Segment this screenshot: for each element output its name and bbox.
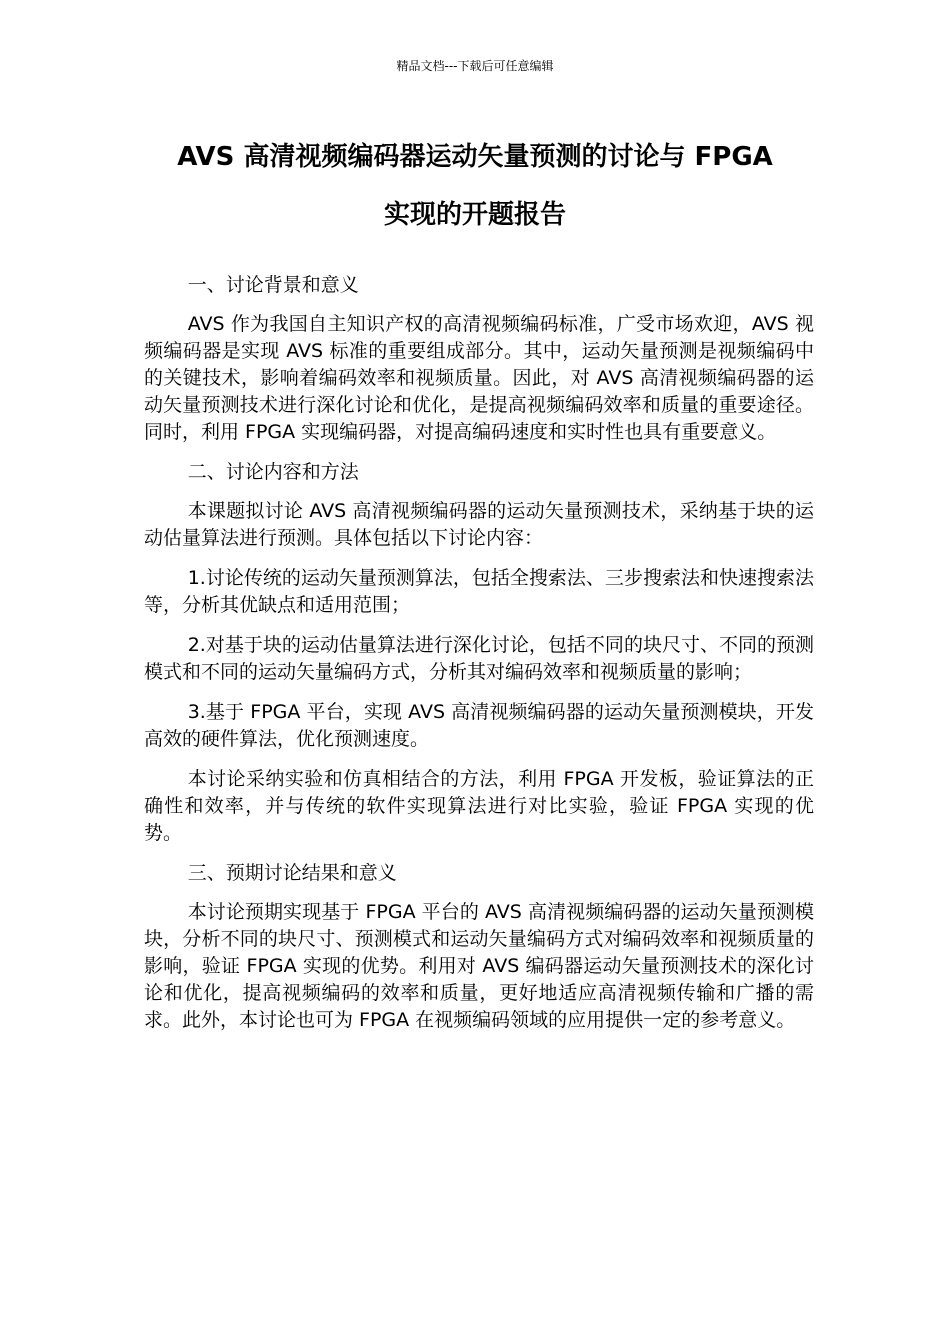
title-line-2: 实现的开题报告	[383, 200, 566, 230]
section-heading-content-method: 二、讨论内容和方法	[187, 461, 359, 483]
title-line-1: AVS 高清视频编码器运动矢量预测的讨论与 FPGA	[177, 142, 773, 172]
paragraph-expected-results: 本讨论预期实现基于 FPGA 平台的 AVS 高清视频编码器的运动矢量预测模块，分析不同的块尺寸、预测模式和运动矢量编码方式对编码效率和视频质量的影响，验证 FPGA 实现的优势。利用对 AVS 编码器运动矢量预测技术的深化讨论和优化，提高视频编码的效率和质量，更好地适应高清视频传输和广播的需求。此外，本讨论也可为 FPGA 在视频编码领域的应用提供一定的参考意义。	[144, 901, 814, 1031]
document-title	[120, 134, 830, 238]
paragraph-method: 本讨论采纳实验和仿真相结合的方法，利用 FPGA 开发板，验证算法的正确性和效率，并与传统的软件实现算法进行对比实验，验证 FPGA 实现的优势。	[144, 768, 814, 844]
section-heading-expected-results: 三、预期讨论结果和意义	[187, 862, 397, 884]
section-heading-background: 一、讨论背景和意义	[187, 274, 359, 296]
paragraph-background: AVS 作为我国自主知识产权的高清视频编码标准，广受市场欢迎，AVS 视频编码器是实现 AVS 标准的重要组成部分。其中，运动矢量预测是视频编码中的关键技术，影响着编码效率和视频质量。因此，对 AVS 高清视频编码器的运动矢量预测技术进行深化讨论和优化，是提高视频编码效率和质量的重要途径。同时，利用 FPGA 实现编码器，对提高编码速度和实时性也具有重要意义。	[144, 313, 814, 443]
list-item-1: 1.讨论传统的运动矢量预测算法，包括全搜索法、三步搜索法和快速搜索法等，分析其优缺点和适用范围；	[144, 567, 814, 616]
list-item-2: 2.对基于块的运动估量算法进行深化讨论，包括不同的块尺寸、不同的预测模式和不同的运动矢量编码方式，分析其对编码效率和视频质量的影响；	[144, 634, 814, 683]
document-body	[144, 272, 814, 1047]
paragraph-content-intro: 本课题拟讨论 AVS 高清视频编码器的运动矢量预测技术，采纳基于块的运动估量算法进行预测。具体包括以下讨论内容：	[144, 500, 814, 549]
header-note: 精品文档---下载后可任意编辑	[396, 59, 554, 73]
list-item-3: 3.基于 FPGA 平台，实现 AVS 高清视频编码器的运动矢量预测模块，开发高效的硬件算法，优化预测速度。	[144, 701, 814, 750]
